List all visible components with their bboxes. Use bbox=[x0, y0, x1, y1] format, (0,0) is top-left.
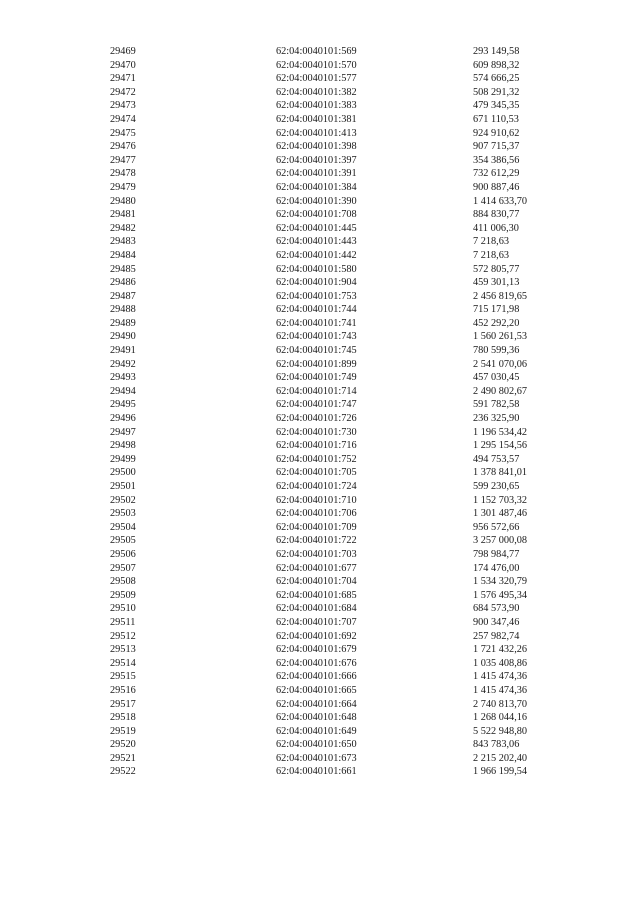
row-number: 29496 bbox=[110, 413, 136, 425]
cadastral-value: 1 414 633,70 bbox=[473, 195, 528, 207]
row-number: 29472 bbox=[110, 86, 136, 98]
table-row bbox=[110, 589, 570, 603]
row-number: 29480 bbox=[110, 195, 136, 207]
cadastral-value: 884 830,77 bbox=[473, 209, 520, 221]
cadastral-value: 1 534 320,79 bbox=[473, 576, 528, 588]
table-row bbox=[110, 235, 570, 249]
table-row bbox=[110, 330, 570, 344]
row-number: 29491 bbox=[110, 345, 136, 357]
cadastral-value: 956 572,66 bbox=[473, 521, 520, 533]
table-row bbox=[110, 643, 570, 657]
row-number: 29484 bbox=[110, 249, 136, 261]
cadastral-value: 609 898,32 bbox=[473, 59, 520, 71]
row-number: 29488 bbox=[110, 304, 136, 316]
cadastral-value: 591 782,58 bbox=[473, 399, 520, 411]
cadastral-number: 62:04:0040101:745 bbox=[276, 345, 357, 357]
cadastral-number: 62:04:0040101:390 bbox=[276, 195, 357, 207]
cadastral-value: 924 910,62 bbox=[473, 127, 520, 139]
table-row bbox=[110, 208, 570, 222]
cadastral-number: 62:04:0040101:661 bbox=[276, 766, 357, 778]
row-number: 29517 bbox=[110, 698, 136, 710]
cadastral-number: 62:04:0040101:569 bbox=[276, 46, 357, 57]
table-row bbox=[110, 534, 570, 548]
cadastral-number: 62:04:0040101:730 bbox=[276, 426, 357, 438]
cadastral-number: 62:04:0040101:666 bbox=[276, 671, 357, 683]
table-row bbox=[110, 521, 570, 535]
cadastral-value: 572 805,77 bbox=[473, 263, 520, 275]
cadastral-value: 2 215 202,40 bbox=[473, 752, 528, 764]
row-number: 29485 bbox=[110, 263, 136, 275]
cadastral-number: 62:04:0040101:383 bbox=[276, 100, 357, 112]
row-number: 29469 bbox=[110, 46, 136, 57]
table-row bbox=[110, 127, 570, 141]
cadastral-value: 843 783,06 bbox=[473, 739, 520, 751]
table-row bbox=[110, 276, 570, 290]
cadastral-value: 732 612,29 bbox=[473, 168, 520, 180]
table-row bbox=[110, 154, 570, 168]
row-number: 29483 bbox=[110, 236, 136, 248]
cadastral-number: 62:04:0040101:710 bbox=[276, 494, 357, 506]
row-number: 29489 bbox=[110, 317, 136, 329]
cadastral-value: 715 171,98 bbox=[473, 304, 520, 316]
cadastral-value: 7 218,63 bbox=[473, 249, 510, 261]
row-number: 29518 bbox=[110, 712, 136, 724]
cadastral-value: 1 035 408,86 bbox=[473, 657, 528, 669]
cadastral-number: 62:04:0040101:708 bbox=[276, 209, 357, 221]
cadastral-number: 62:04:0040101:442 bbox=[276, 249, 357, 261]
table-row bbox=[110, 466, 570, 480]
cadastral-number: 62:04:0040101:753 bbox=[276, 290, 357, 302]
cadastral-number: 62:04:0040101:744 bbox=[276, 304, 357, 316]
cadastral-value: 293 149,58 bbox=[473, 46, 520, 57]
cadastral-number: 62:04:0040101:707 bbox=[276, 616, 357, 628]
row-number: 29519 bbox=[110, 725, 136, 737]
table-row bbox=[110, 45, 570, 59]
cadastral-value: 1 560 261,53 bbox=[473, 331, 528, 343]
cadastral-value: 1 152 703,32 bbox=[473, 494, 528, 506]
cadastral-value: 1 576 495,34 bbox=[473, 589, 528, 601]
row-number: 29509 bbox=[110, 589, 136, 601]
cadastral-value: 236 325,90 bbox=[473, 413, 520, 425]
cadastral-number: 62:04:0040101:384 bbox=[276, 181, 357, 193]
cadastral-number: 62:04:0040101:443 bbox=[276, 236, 357, 248]
row-number: 29506 bbox=[110, 548, 136, 560]
table-row bbox=[110, 371, 570, 385]
cadastral-value: 900 347,46 bbox=[473, 616, 520, 628]
cadastral-value: 671 110,53 bbox=[473, 113, 519, 125]
table-row bbox=[110, 562, 570, 576]
table-row bbox=[110, 99, 570, 113]
row-number: 29475 bbox=[110, 127, 136, 139]
cadastral-number: 62:04:0040101:677 bbox=[276, 562, 357, 574]
cadastral-number: 62:04:0040101:692 bbox=[276, 630, 357, 642]
cadastral-value: 574 666,25 bbox=[473, 73, 520, 85]
cadastral-number: 62:04:0040101:580 bbox=[276, 263, 357, 275]
row-number: 29473 bbox=[110, 100, 136, 112]
table-row bbox=[110, 616, 570, 630]
table-row bbox=[110, 480, 570, 494]
row-number: 29482 bbox=[110, 222, 136, 234]
table-row bbox=[110, 711, 570, 725]
cadastral-number: 62:04:0040101:722 bbox=[276, 535, 357, 547]
cadastral-number: 62:04:0040101:673 bbox=[276, 752, 357, 764]
table-row bbox=[110, 263, 570, 277]
cadastral-number: 62:04:0040101:709 bbox=[276, 521, 357, 533]
cadastral-number: 62:04:0040101:724 bbox=[276, 481, 357, 492]
cadastral-value: 5 522 948,80 bbox=[473, 725, 528, 737]
table-row bbox=[110, 698, 570, 712]
row-number: 29493 bbox=[110, 372, 136, 384]
row-number: 29513 bbox=[110, 644, 136, 656]
cadastral-value: 1 415 474,36 bbox=[473, 671, 528, 683]
cadastral-number: 62:04:0040101:445 bbox=[276, 222, 357, 234]
cadastral-number: 62:04:0040101:749 bbox=[276, 372, 357, 384]
table-row bbox=[110, 140, 570, 154]
table-row bbox=[110, 222, 570, 236]
table-row bbox=[110, 630, 570, 644]
cadastral-value: 1 966 199,54 bbox=[473, 766, 528, 778]
table-row bbox=[110, 670, 570, 684]
table-row bbox=[110, 317, 570, 331]
cadastral-number: 62:04:0040101:704 bbox=[276, 576, 357, 588]
row-number: 29511 bbox=[110, 616, 136, 628]
cadastral-value: 1 196 534,42 bbox=[473, 426, 528, 438]
cadastral-value: 7 218,63 bbox=[473, 236, 510, 248]
cadastral-value: 257 982,74 bbox=[473, 630, 520, 642]
row-number: 29495 bbox=[110, 399, 136, 411]
row-number: 29481 bbox=[110, 209, 136, 221]
table-row bbox=[110, 290, 570, 304]
row-number: 29510 bbox=[110, 603, 136, 615]
cadastral-value: 494 753,57 bbox=[473, 453, 520, 465]
cadastral-number: 62:04:0040101:706 bbox=[276, 508, 357, 520]
cadastral-value: 457 030,45 bbox=[473, 372, 520, 384]
row-number: 29520 bbox=[110, 739, 136, 751]
cadastral-number: 62:04:0040101:716 bbox=[276, 440, 357, 452]
cadastral-number: 62:04:0040101:649 bbox=[276, 725, 357, 737]
row-number: 29490 bbox=[110, 331, 136, 343]
cadastral-number: 62:04:0040101:650 bbox=[276, 739, 357, 751]
cadastral-number: 62:04:0040101:397 bbox=[276, 154, 357, 166]
row-number: 29476 bbox=[110, 141, 136, 153]
row-number: 29478 bbox=[110, 168, 136, 180]
table-row bbox=[110, 249, 570, 263]
table-row bbox=[110, 167, 570, 181]
cadastral-number: 62:04:0040101:703 bbox=[276, 548, 357, 560]
cadastral-value: 452 292,20 bbox=[473, 317, 520, 329]
cadastral-value: 907 715,37 bbox=[473, 141, 520, 153]
table-row bbox=[110, 72, 570, 86]
cadastral-value: 798 984,77 bbox=[473, 548, 520, 560]
cadastral-number: 62:04:0040101:391 bbox=[276, 168, 357, 180]
table-row bbox=[110, 86, 570, 100]
cadastral-number: 62:04:0040101:382 bbox=[276, 86, 357, 98]
cadastral-value: 411 006,30 bbox=[473, 222, 519, 234]
row-number: 29471 bbox=[110, 73, 136, 85]
cadastral-value: 479 345,35 bbox=[473, 100, 520, 112]
cadastral-number: 62:04:0040101:705 bbox=[276, 467, 357, 479]
table-row bbox=[110, 494, 570, 508]
row-number: 29507 bbox=[110, 562, 136, 574]
row-number: 29512 bbox=[110, 630, 136, 642]
row-number: 29515 bbox=[110, 671, 136, 683]
cadastral-value: 599 230,65 bbox=[473, 481, 520, 492]
cadastral-value: 2 740 813,70 bbox=[473, 698, 528, 710]
cadastral-number: 62:04:0040101:648 bbox=[276, 712, 357, 724]
cadastral-value: 354 386,56 bbox=[473, 154, 520, 166]
cadastral-value: 2 490 802,67 bbox=[473, 385, 528, 397]
row-number: 29501 bbox=[110, 481, 136, 492]
row-number: 29470 bbox=[110, 59, 136, 71]
row-number: 29504 bbox=[110, 521, 136, 533]
cadastral-number: 62:04:0040101:752 bbox=[276, 453, 357, 465]
cadastral-value: 1 378 841,01 bbox=[473, 467, 528, 479]
table-row bbox=[110, 453, 570, 467]
row-number: 29486 bbox=[110, 277, 136, 289]
cadastral-number: 62:04:0040101:665 bbox=[276, 684, 357, 696]
table-row bbox=[110, 398, 570, 412]
cadastral-number: 62:04:0040101:413 bbox=[276, 127, 357, 139]
table-row bbox=[110, 303, 570, 317]
row-number: 29494 bbox=[110, 385, 136, 397]
row-number: 29505 bbox=[110, 535, 136, 547]
cadastral-number: 62:04:0040101:676 bbox=[276, 657, 357, 669]
cadastral-value: 780 599,36 bbox=[473, 345, 520, 357]
row-number: 29477 bbox=[110, 154, 136, 166]
table-row bbox=[110, 738, 570, 752]
row-number: 29508 bbox=[110, 576, 136, 588]
table-row bbox=[110, 575, 570, 589]
row-number: 29492 bbox=[110, 358, 136, 370]
cadastral-number: 62:04:0040101:743 bbox=[276, 331, 357, 343]
table-row bbox=[110, 507, 570, 521]
table-row bbox=[110, 426, 570, 440]
table-row bbox=[110, 684, 570, 698]
cadastral-value: 1 721 432,26 bbox=[473, 644, 528, 656]
table-row bbox=[110, 358, 570, 372]
cadastral-number: 62:04:0040101:679 bbox=[276, 644, 357, 656]
table-row bbox=[110, 439, 570, 453]
table-row bbox=[110, 725, 570, 739]
row-number: 29503 bbox=[110, 508, 136, 520]
cadastral-value-table bbox=[110, 45, 570, 779]
cadastral-number: 62:04:0040101:664 bbox=[276, 698, 357, 710]
row-number: 29474 bbox=[110, 113, 136, 125]
table-row bbox=[110, 752, 570, 766]
table-row bbox=[110, 195, 570, 209]
cadastral-number: 62:04:0040101:899 bbox=[276, 358, 357, 370]
cadastral-value: 1 415 474,36 bbox=[473, 684, 528, 696]
row-number: 29514 bbox=[110, 657, 136, 669]
cadastral-value: 459 301,13 bbox=[473, 277, 520, 289]
row-number: 29498 bbox=[110, 440, 136, 452]
cadastral-number: 62:04:0040101:398 bbox=[276, 141, 357, 153]
cadastral-value: 1 295 154,56 bbox=[473, 440, 528, 452]
cadastral-number: 62:04:0040101:741 bbox=[276, 317, 357, 329]
cadastral-number: 62:04:0040101:904 bbox=[276, 277, 357, 289]
cadastral-number: 62:04:0040101:570 bbox=[276, 59, 357, 71]
row-number: 29516 bbox=[110, 684, 136, 696]
table-row bbox=[110, 113, 570, 127]
table-row bbox=[110, 548, 570, 562]
cadastral-value: 508 291,32 bbox=[473, 86, 520, 98]
cadastral-number: 62:04:0040101:714 bbox=[276, 385, 357, 397]
cadastral-value: 3 257 000,08 bbox=[473, 535, 528, 547]
cadastral-number: 62:04:0040101:684 bbox=[276, 603, 357, 615]
row-number: 29502 bbox=[110, 494, 136, 506]
cadastral-value: 174 476,00 bbox=[473, 562, 520, 574]
row-number: 29497 bbox=[110, 426, 136, 438]
table-row bbox=[110, 385, 570, 399]
table-row bbox=[110, 602, 570, 616]
cadastral-value: 2 541 070,06 bbox=[473, 358, 528, 370]
cadastral-number: 62:04:0040101:747 bbox=[276, 399, 357, 411]
cadastral-number: 62:04:0040101:381 bbox=[276, 113, 357, 125]
cadastral-number: 62:04:0040101:685 bbox=[276, 589, 357, 601]
cadastral-value: 1 268 044,16 bbox=[473, 712, 528, 724]
table-row bbox=[110, 412, 570, 426]
row-number: 29499 bbox=[110, 453, 136, 465]
cadastral-number: 62:04:0040101:726 bbox=[276, 413, 357, 425]
row-number: 29521 bbox=[110, 752, 136, 764]
cadastral-value: 900 887,46 bbox=[473, 181, 520, 193]
table-row bbox=[110, 765, 570, 779]
cadastral-value: 2 456 819,65 bbox=[473, 290, 528, 302]
row-number: 29479 bbox=[110, 181, 136, 193]
row-number: 29487 bbox=[110, 290, 136, 302]
row-number: 29522 bbox=[110, 766, 136, 778]
row-number: 29500 bbox=[110, 467, 136, 479]
table-row bbox=[110, 59, 570, 73]
table-row bbox=[110, 344, 570, 358]
cadastral-value: 684 573,90 bbox=[473, 603, 520, 615]
table-row bbox=[110, 181, 570, 195]
table-row bbox=[110, 657, 570, 671]
cadastral-number: 62:04:0040101:577 bbox=[276, 73, 357, 85]
cadastral-value: 1 301 487,46 bbox=[473, 508, 528, 520]
